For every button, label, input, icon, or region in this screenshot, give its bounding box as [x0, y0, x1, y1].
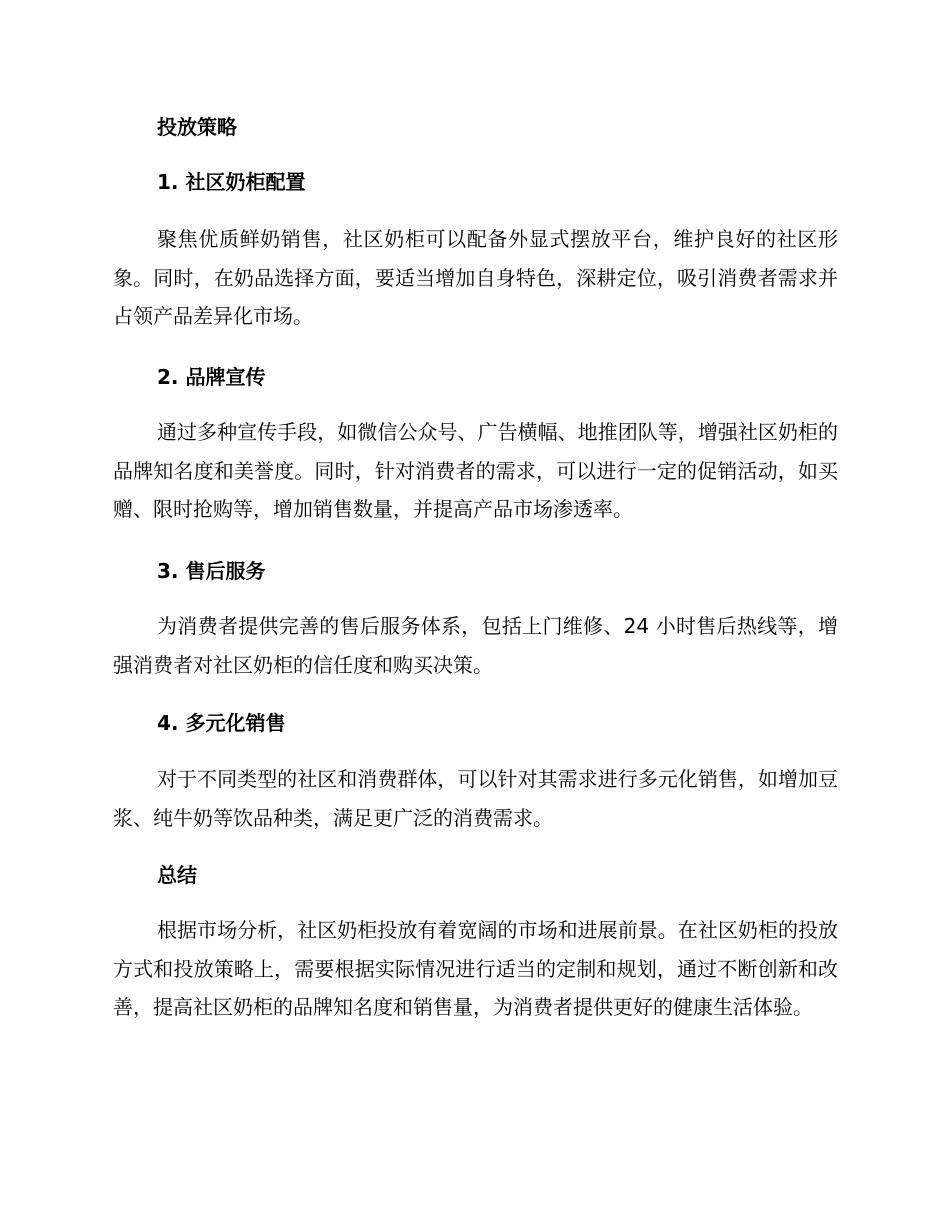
subsection-title-milk-cabinet-config: 1. 社区奶柜配置 — [157, 170, 306, 194]
section-heading-summary: 总结 — [157, 863, 197, 887]
subsection-title-diversified-sales: 4. 多元化销售 — [157, 711, 286, 735]
paragraph-summary: 根据市场分析，社区奶柜投放有着宽阔的市场和进展前景。在社区奶柜的投放方式和投放策略上，需要根据实际情况进行适当的定制和规划，通过不断创新和改善，提高社区奶柜的品牌知名度和销售量，为消费者提供更好的健康生活体验。 — [113, 918, 838, 1019]
section-heading-strategy: 投放策略 — [157, 115, 237, 139]
paragraph-after-sales: 为消费者提供完善的售后服务体系，包括上门维修、24 小时售后热线等，增强消费者对社区奶柜的信任度和购买决策。 — [113, 614, 838, 677]
paragraph-milk-cabinet-config: 聚焦优质鲜奶销售，社区奶柜可以配备外显式摆放平台，维护良好的社区形象。同时，在奶品选择方面，要适当增加自身特色，深耕定位，吸引消费者需求并占领产品差异化市场。 — [113, 227, 838, 328]
subsection-title-brand-promotion: 2. 品牌宣传 — [157, 365, 266, 389]
subsection-title-after-sales: 3. 售后服务 — [157, 559, 266, 583]
paragraph-brand-promotion: 通过多种宣传手段，如微信公众号、广告横幅、地推团队等，增强社区奶柜的品牌知名度和美誉度。同时，针对消费者的需求，可以进行一定的促销活动，如买赠、限时抢购等，增加销售数量，并提高产品市场渗透率。 — [113, 420, 838, 521]
paragraph-diversified-sales: 对于不同类型的社区和消费群体，可以针对其需求进行多元化销售，如增加豆浆、纯牛奶等饮品种类，满足更广泛的消费需求。 — [113, 767, 838, 830]
